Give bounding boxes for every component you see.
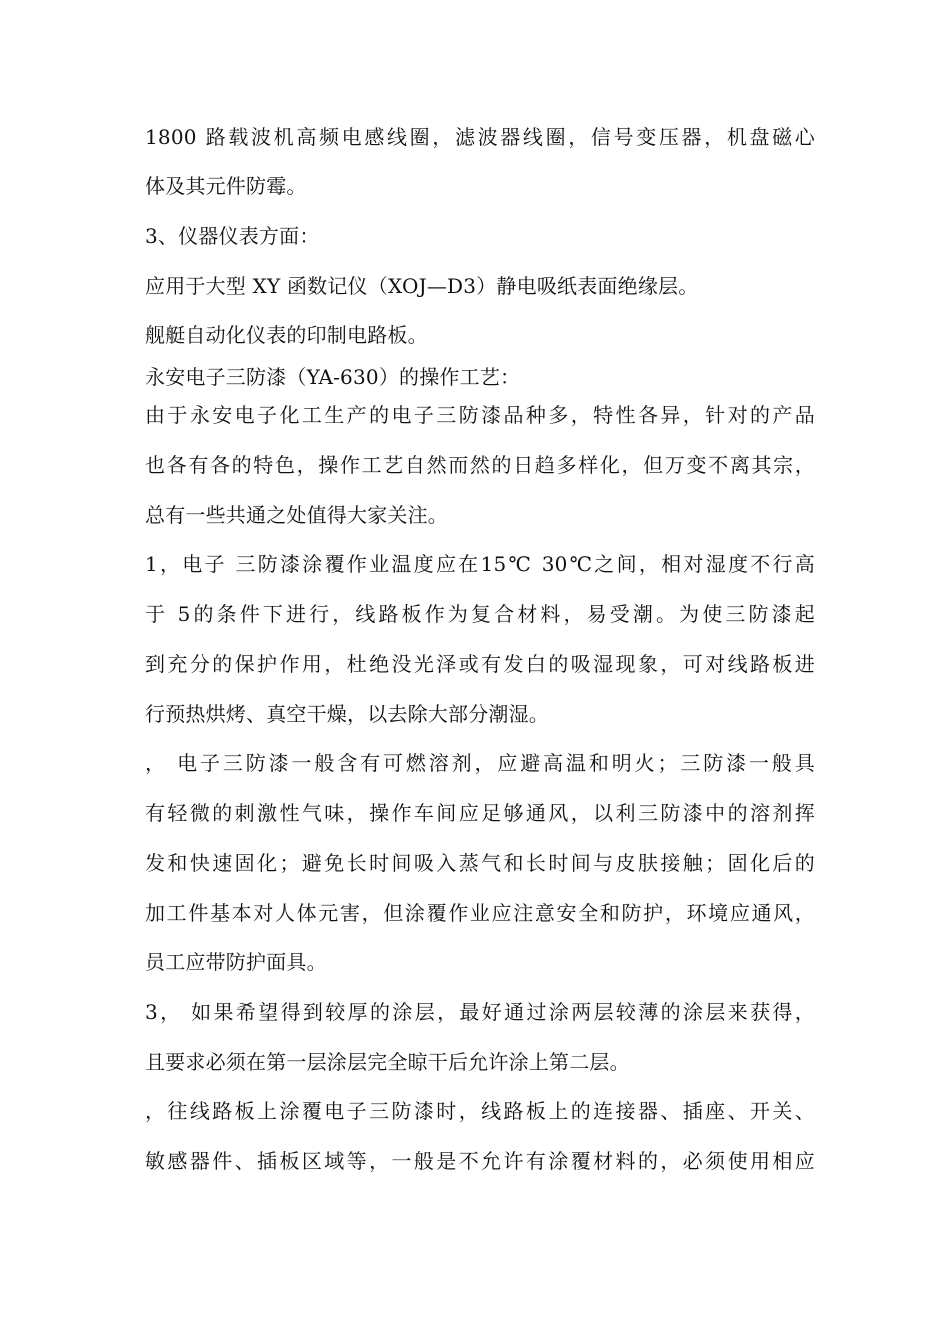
text-line: 体及其元件防霉。 xyxy=(145,174,307,198)
text-line: 有轻微的刺激性气味，操作车间应足够通风，以利三防漆中的溶剂挥 xyxy=(145,801,815,825)
text-line: 到充分的保护作用，杜绝没光泽或有发白的吸湿现象，可对线路板进 xyxy=(145,652,815,676)
text-line: 敏感器件、插板区域等，一般是不允许有涂覆材料的，必须使用相应 xyxy=(145,1149,815,1173)
text-line: 且要求必须在第一层涂层完全晾干后允许涂上第二层。 xyxy=(145,1050,630,1074)
text-line: 员工应带防护面具。 xyxy=(145,950,327,974)
text-line: 行预热烘烤、真空干燥，以去除大部分潮湿。 xyxy=(145,702,549,726)
text-line: ，往线路板上涂覆电子三防漆时，线路板上的连接器、插座、开关、 xyxy=(145,1099,815,1123)
text-line: 1，电子 三防漆涂覆作业温度应在15℃ 30℃之间，相对湿度不行高 xyxy=(145,552,815,576)
text-line: 应用于大型 XY 函数记仪（XOJ—D3）静电吸纸表面绝缘层。 xyxy=(145,274,699,298)
text-line: 舰艇自动化仪表的印制电路板。 xyxy=(145,323,428,347)
text-line: ， 电子三防漆一般含有可燃溶剂，应避高温和明火；三防漆一般具 xyxy=(145,751,815,775)
text-line: 也各有各的特色，操作工艺自然而然的日趋多样化，但万变不离其宗， xyxy=(145,453,815,477)
text-line: 3， 如果希望得到较厚的涂层，最好通过涂两层较薄的涂层来获得， xyxy=(145,1000,815,1024)
text-line: 3、仪器仪表方面： xyxy=(145,224,320,248)
text-line: 总有一些共通之处值得大家关注。 xyxy=(145,503,448,527)
text-line: 1800 路载波机高频电感线圈，滤波器线圈，信号变压器，机盘磁心 xyxy=(145,125,815,149)
text-line: 永安电子三防漆（YA-630）的操作工艺： xyxy=(145,365,521,389)
text-line: 发和快速固化；避免长时间吸入蒸气和长时间与皮肤接触；固化后的 xyxy=(145,851,815,875)
text-line: 加工件基本对人体元害，但涂覆作业应注意安全和防护，环境应通风， xyxy=(145,901,815,925)
text-line: 由于永安电子化工生产的电子三防漆品种多，特性各异，针对的产品 xyxy=(145,403,815,427)
text-line: 于 5的条件下进行，线路板作为复合材料，易受潮。为使三防漆起 xyxy=(145,602,815,626)
